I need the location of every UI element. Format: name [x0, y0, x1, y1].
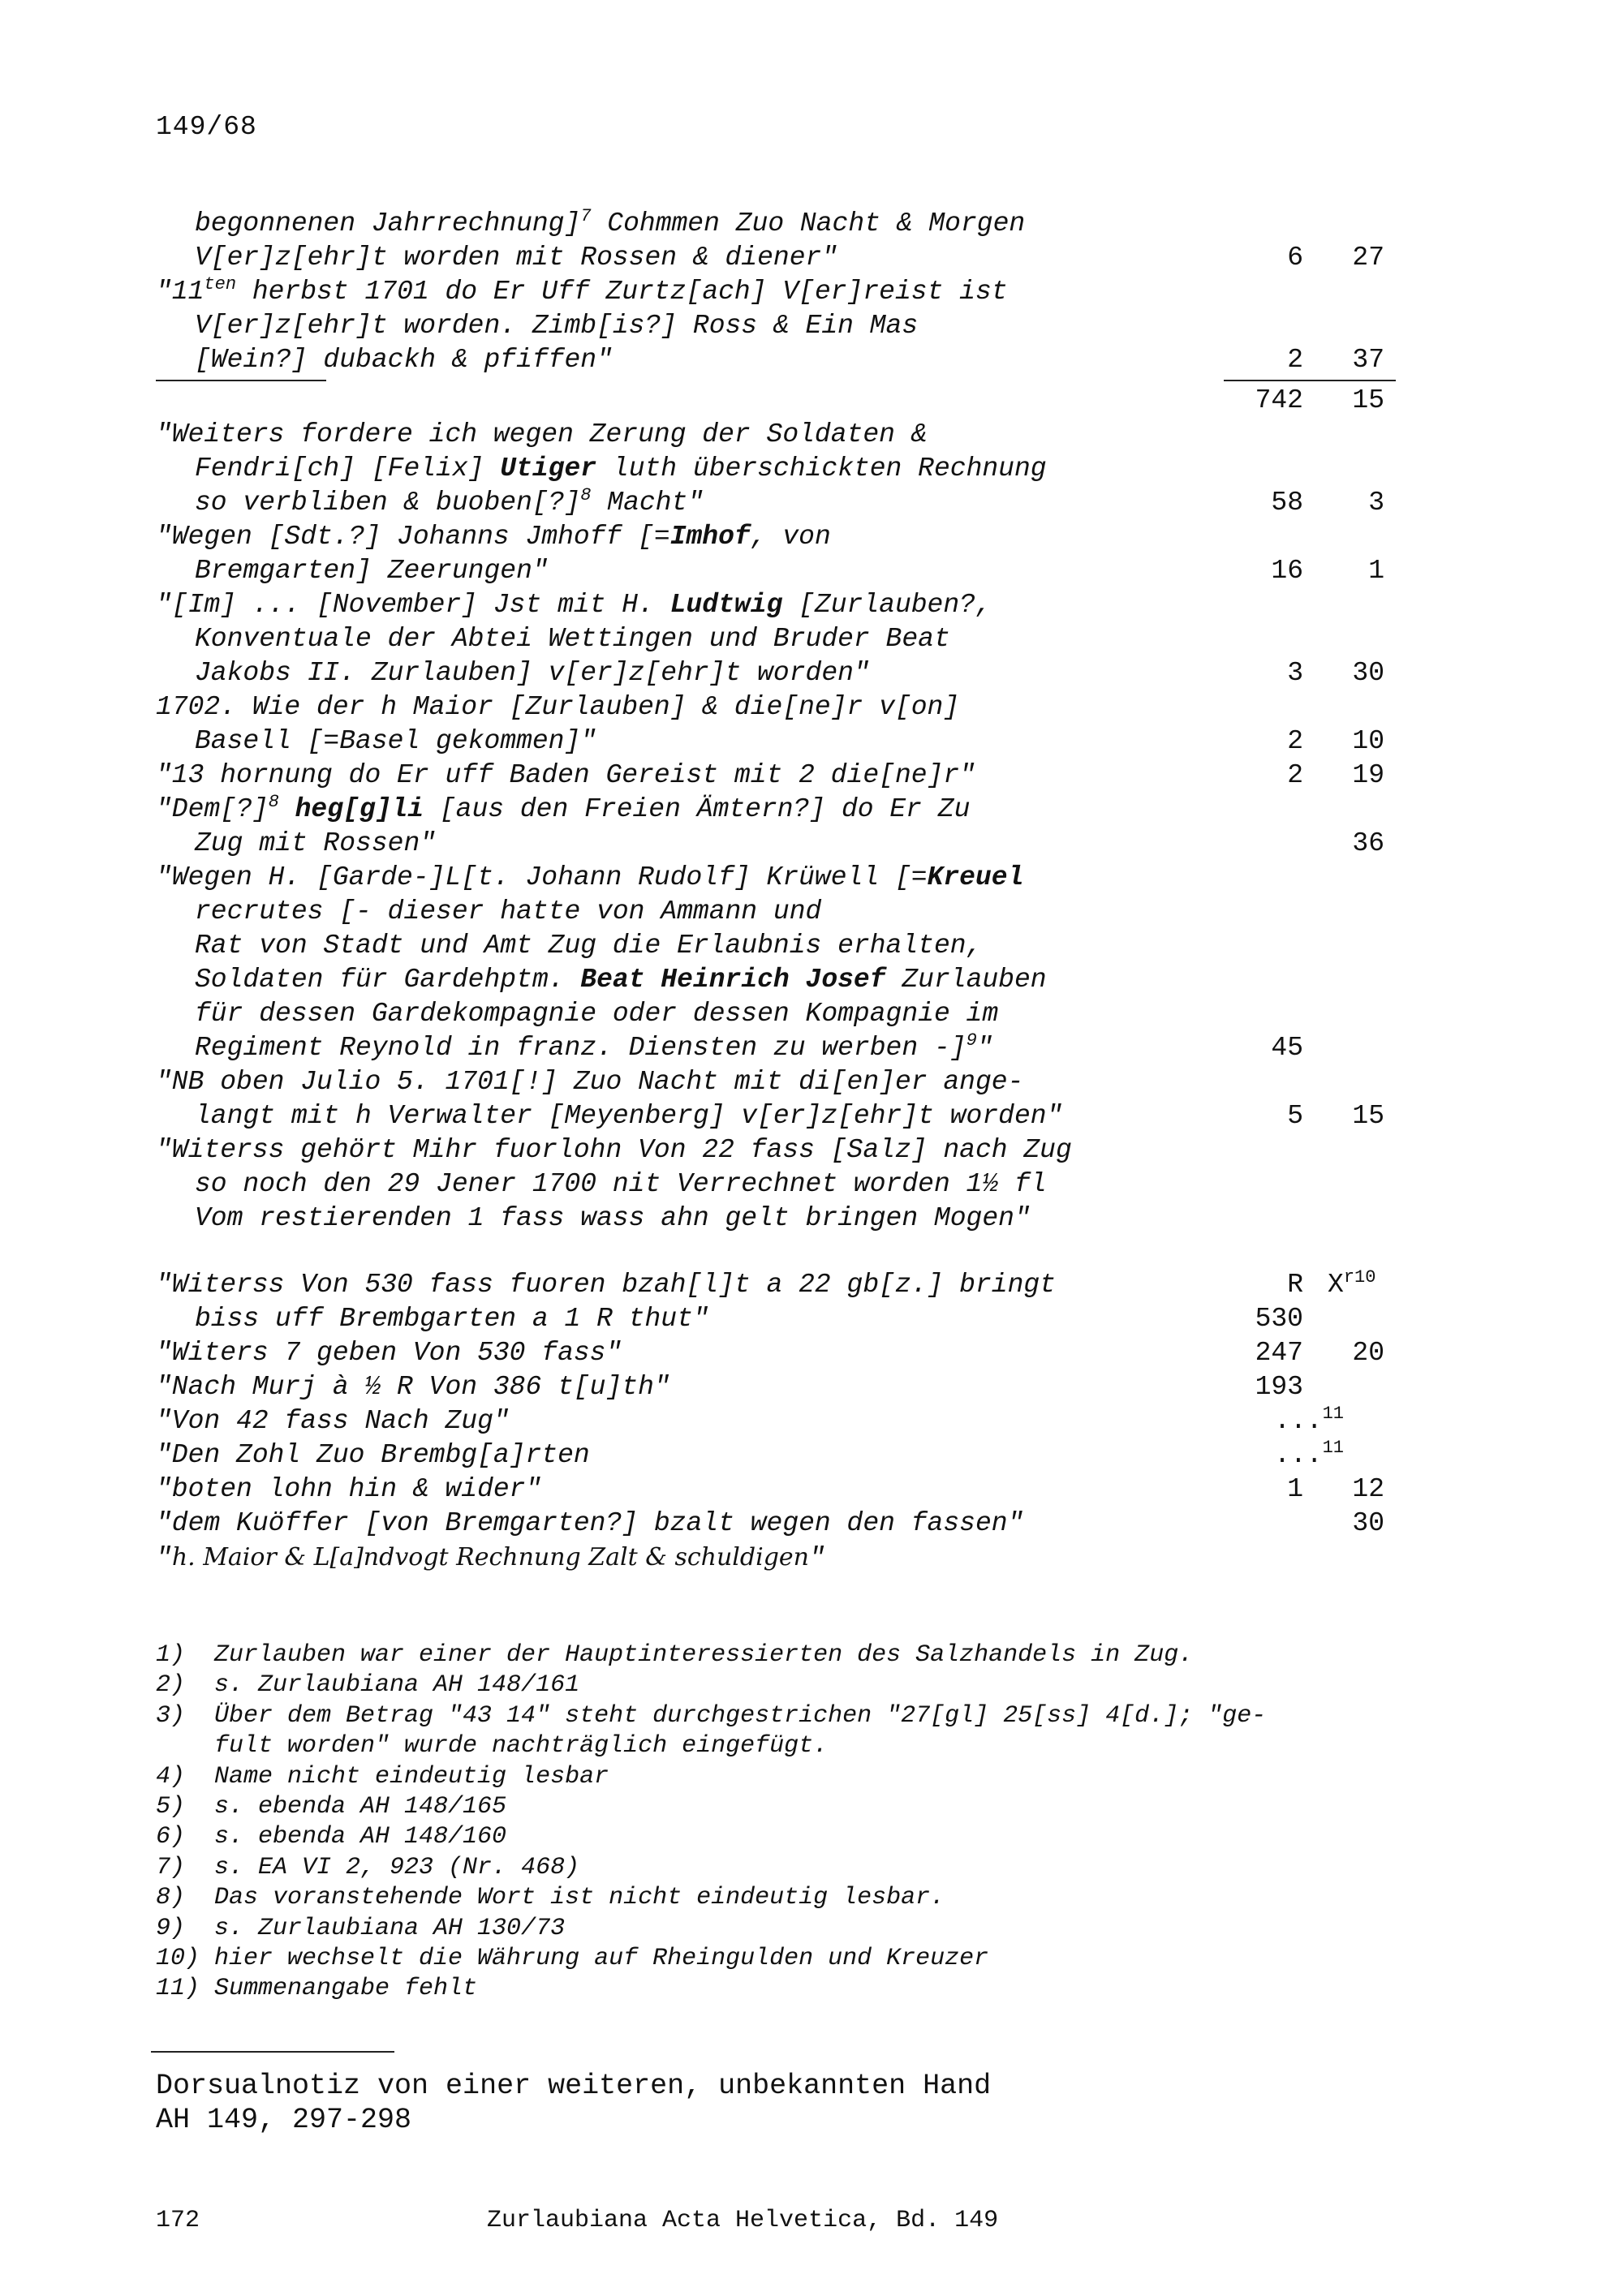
ledger-row	[0, 997, 1623, 1031]
amount-major	[1190, 1438, 1344, 1473]
footnote-marker: 8	[268, 792, 279, 812]
entry-text-part: "Dem[?]	[156, 794, 269, 824]
amount-major-value: ...	[1274, 1406, 1323, 1436]
amount-minor	[1303, 656, 1384, 690]
amount-minor	[1303, 759, 1384, 793]
footnote	[156, 1822, 506, 1852]
footnote	[156, 1670, 579, 1701]
footnote-number: 9)	[156, 1914, 186, 1942]
amount-minor-value: 10	[1352, 726, 1384, 756]
amount-minor	[1303, 486, 1384, 520]
ledger-row	[0, 1202, 1623, 1236]
footnote	[156, 1944, 988, 1974]
entry-text	[156, 1541, 825, 1576]
entry-text	[195, 1302, 709, 1336]
amount-major-value: 2	[1287, 345, 1303, 375]
amount-major-value: 2	[1287, 726, 1303, 756]
entry-text-part: Soldaten für Gardehptm.	[195, 965, 581, 995]
footnote	[156, 1701, 1266, 1731]
entry-text-part: "Witerss Von 530 fass fuoren bzah[l]t a 22 gb[z.] bringt	[156, 1270, 1056, 1300]
entry-text-part: Cohmmen Zuo Nacht & Morgen	[591, 209, 1026, 239]
amount-minor	[1303, 724, 1384, 759]
entry-text-part: 1702. Wie der h Maior [Zurlauben] & die[ne]r v[on]	[156, 692, 960, 722]
entry-text	[156, 520, 831, 554]
footnote-text: Zurlauben war einer der Hauptinteressierten des Salzhandels in Zug.	[214, 1641, 1194, 1669]
entry-text-part: "NB oben Julio 5. 1701[!] Zuo Nacht mit di[en]er ange-	[156, 1067, 1024, 1097]
ledger-row	[0, 656, 1623, 690]
entry-text	[195, 1099, 1062, 1133]
amount-minor-value: 12	[1352, 1474, 1384, 1504]
person-name: Imhof	[669, 522, 751, 552]
amount-minor	[1303, 241, 1384, 275]
amount-minor	[1303, 343, 1384, 377]
ledger-row	[0, 1133, 1623, 1167]
entry-text-part: "Weiters fordere ich wegen Zerung der Soldaten &	[156, 419, 928, 449]
entry-text-part: [Wein?] dubackh & pfiffen"	[195, 345, 613, 375]
entry-text-part: [Zurlauben?,	[782, 590, 992, 620]
entry-text-part: "13 hornung do Er uff Baden Gereist mit 2 die[ne]r"	[156, 760, 975, 790]
entry-text-part: Macht"	[591, 488, 704, 518]
ledger-row	[0, 452, 1623, 486]
entry-text	[156, 793, 970, 827]
amount-minor-value: 30	[1352, 1508, 1384, 1538]
amount-minor-value: 30	[1352, 658, 1384, 688]
ledger-row	[0, 1302, 1623, 1336]
entry-text-part: "boten lohn hin & wider"	[156, 1474, 542, 1504]
amount-major	[1190, 1370, 1303, 1404]
footnote-number: 11)	[156, 1975, 200, 2003]
entry-text-part: "	[808, 1543, 825, 1573]
person-name: Kreuel	[927, 862, 1024, 892]
person-name: Beat Heinrich Josef	[580, 965, 886, 995]
amount-minor-value: 1	[1368, 556, 1384, 586]
amount-major-value: 5	[1287, 1101, 1303, 1131]
ledger-row	[0, 309, 1623, 343]
entry-text-part: "Von 42 fass Nach Zug"	[156, 1406, 510, 1436]
amount-minor-value: 36	[1352, 828, 1384, 858]
amount-major	[1190, 486, 1303, 520]
entry-text	[195, 554, 549, 588]
footnote	[156, 1974, 477, 2004]
amount-minor-value: 3	[1368, 488, 1384, 518]
ledger-row	[0, 622, 1623, 656]
entry-text	[195, 656, 870, 690]
footnote	[156, 1853, 579, 1883]
page-reference: 149/68	[156, 112, 257, 142]
amount-major-value: 2	[1287, 760, 1303, 790]
footnote-text: Das voranstehende Wort ist nicht eindeutig lesbar.	[214, 1884, 945, 1912]
person-name: heg[g]li	[278, 794, 424, 824]
ledger-row	[0, 1404, 1623, 1438]
entry-text	[195, 895, 821, 929]
left-sum-rule	[156, 380, 326, 381]
currency-superscript: r10	[1343, 1267, 1376, 1288]
ledger-row	[0, 343, 1623, 377]
footnote	[156, 1914, 565, 1944]
footnote-separator	[151, 2051, 394, 2053]
entry-text-part: so verbliben & buoben[?]	[195, 488, 581, 518]
amount-minor	[1303, 827, 1384, 861]
entry-text-part: V[er]z[ehr]t worden. Zimb[is?] Ross & Ein Mas	[195, 311, 919, 341]
entry-text	[195, 1167, 1047, 1202]
entry-text-part: luth überschickten Rechnung	[596, 454, 1047, 484]
entry-text	[156, 690, 959, 724]
entry-text	[156, 1370, 670, 1404]
ledger-row	[0, 759, 1623, 793]
entry-text	[156, 861, 1023, 895]
amount-major	[1190, 554, 1303, 588]
amount-major	[1190, 1031, 1303, 1065]
entry-text	[156, 1133, 1072, 1167]
amount-major-value: 193	[1255, 1372, 1303, 1402]
entry-text-part: recrutes [- dieser hatte von Ammann und	[195, 896, 822, 927]
entry-text-part: "	[976, 1033, 993, 1063]
ledger-row	[0, 1336, 1623, 1370]
footnote-number: 7)	[156, 1853, 186, 1881]
entry-text	[195, 1202, 1031, 1236]
person-name: Ludtwig	[669, 590, 783, 620]
amount-minor	[1303, 1507, 1384, 1541]
amount-major-value: 58	[1271, 488, 1303, 518]
amount-minor	[1303, 554, 1384, 588]
entry-text	[156, 1268, 1056, 1302]
entry-text	[195, 929, 982, 963]
amount-major-value: ...	[1274, 1440, 1323, 1470]
entry-text	[195, 1031, 993, 1065]
footnote-text: s. Zurlaubiana AH 130/73	[214, 1914, 566, 1942]
amount-major-value: R	[1287, 1270, 1303, 1300]
amount-major	[1190, 1336, 1303, 1370]
footnote-number: 10)	[156, 1945, 200, 1972]
handwritten-text: h. Maior & L[a]ndvogt Rechnung Zalt & schuldigen	[171, 1543, 809, 1572]
entry-text-part: biss uff Brembgarten a 1 R thut"	[195, 1304, 709, 1334]
entry-text	[195, 827, 436, 861]
footnote	[156, 1640, 1193, 1670]
entry-text	[195, 622, 950, 656]
amount-major-value: 3	[1287, 658, 1303, 688]
footnote-text: Name nicht eindeutig lesbar	[214, 1762, 609, 1791]
amount-minor-value: 15	[1352, 385, 1384, 415]
entry-text-part: für dessen Gardekompagnie oder dessen Kompagnie im	[195, 999, 999, 1029]
amount-major	[1190, 1302, 1303, 1336]
ledger-row	[0, 1438, 1623, 1473]
amount-major	[1190, 724, 1303, 759]
amount-major	[1190, 1268, 1303, 1302]
amount-minor	[1303, 1473, 1384, 1507]
footnote-marker: 11	[1322, 1404, 1344, 1424]
ledger-row	[0, 793, 1623, 827]
footnote-text: Summenangabe fehlt	[214, 1975, 478, 2003]
ledger-row	[0, 1167, 1623, 1202]
amount-major-value: 247	[1255, 1338, 1303, 1368]
footnote-number: 8)	[156, 1884, 186, 1912]
ledger-row	[0, 207, 1623, 241]
amount-major	[1190, 656, 1303, 690]
ledger-row	[0, 827, 1623, 861]
entry-text	[195, 343, 613, 377]
amount-major	[1190, 1099, 1303, 1133]
entry-text-part: Zug mit Rossen"	[195, 828, 437, 858]
footnote-number: 3)	[156, 1701, 186, 1730]
amount-major	[1190, 384, 1303, 418]
footnote-number: 2)	[156, 1671, 186, 1700]
entry-text	[195, 724, 596, 759]
footnote-marker: 11	[1322, 1438, 1344, 1458]
footnote	[156, 1762, 609, 1792]
entry-text-part: begonnenen Jahrrechnung]	[195, 209, 581, 239]
ledger-row	[0, 861, 1623, 895]
amount-minor	[1303, 1099, 1384, 1133]
footnote-number: 1)	[156, 1641, 186, 1669]
entry-text-part: Jakobs II. Zurlauben] v[er]z[ehr]t worden"	[195, 658, 870, 688]
ledger-row	[0, 588, 1623, 622]
amount-major	[1190, 1404, 1344, 1438]
entry-text-part: "Nach Murj à ½ R Von 386 t[u]th"	[156, 1372, 670, 1402]
ledger-row	[0, 1099, 1623, 1133]
publication-title: Zurlaubiana Acta Helvetica, Bd. 149	[487, 2207, 999, 2234]
ledger-row	[0, 241, 1623, 275]
dorsal-note: Dorsualnotiz von einer weiteren, unbekannten Hand	[156, 2070, 992, 2102]
entry-text-part: "11	[156, 277, 204, 307]
amount-major	[1190, 241, 1303, 275]
entry-text-part: "Wegen [Sdt.?] Johanns Jmhoff [=	[156, 522, 670, 552]
ledger-row	[0, 690, 1623, 724]
amount-major-value: 45	[1271, 1033, 1303, 1063]
footnote-marker: 7	[580, 206, 592, 226]
footnote-text: s. ebenda AH 148/165	[214, 1793, 507, 1821]
amount-minor-value: 27	[1352, 243, 1384, 273]
footnote-text: s. EA VI 2, 923 (Nr. 468)	[214, 1853, 580, 1881]
entry-text	[195, 486, 704, 520]
entry-text-part: Bremgarten] Zeerungen"	[195, 556, 549, 586]
footnote-marker: ten	[204, 274, 237, 295]
entry-text-part: Basell [=Basel gekommen]"	[195, 726, 597, 756]
amount-major-value: 1	[1287, 1474, 1303, 1504]
ledger-row	[0, 1370, 1623, 1404]
amount-major	[1190, 343, 1303, 377]
right-sum-rule	[1224, 380, 1396, 381]
entry-text-part: Konventuale der Abtei Wettingen und Bruder Beat	[195, 624, 950, 654]
ledger-row	[0, 1031, 1623, 1065]
amount-major-value: 6	[1287, 243, 1303, 273]
amount-major-value: 742	[1255, 385, 1303, 415]
ledger-row	[0, 929, 1623, 963]
footnote	[156, 1792, 506, 1822]
entry-text	[195, 963, 1047, 997]
entry-text-part: langt mit h Verwalter [Meyenberg] v[er]z[ehr]t worden"	[195, 1101, 1063, 1131]
entry-text	[195, 309, 918, 343]
footnote-marker: 9	[966, 1030, 977, 1051]
ledger-row	[0, 520, 1623, 554]
entry-text-part: Zurlauben	[885, 965, 1047, 995]
entry-text	[156, 588, 992, 622]
footnote-text: fult worden" wurde nachträglich eingefügt.	[214, 1732, 829, 1761]
amount-minor-value: X	[1328, 1270, 1344, 1300]
entry-text	[156, 1336, 622, 1370]
entry-text-part: Vom restierenden 1 fass wass ahn gelt bringen Mogen"	[195, 1203, 1031, 1233]
amount-major-value: 16	[1271, 556, 1303, 586]
amount-minor-value: 20	[1352, 1338, 1384, 1368]
footnote-text: hier wechselt die Währung auf Rheingulden und Kreuzer	[214, 1945, 989, 1972]
page-number: 172	[156, 2207, 200, 2234]
entry-text	[156, 1507, 1023, 1541]
entry-text-part: Rat von Stadt und Amt Zug die Erlaubnis erhalten,	[195, 931, 983, 961]
footnote-number: 4)	[156, 1762, 186, 1791]
amount-minor	[1303, 384, 1384, 418]
ledger-row	[0, 1473, 1623, 1507]
ledger-row	[0, 486, 1623, 520]
amount-minor-value: 37	[1352, 345, 1384, 375]
amount-minor	[1328, 1268, 1441, 1302]
person-name: Utiger	[500, 454, 597, 484]
footnote-number: 5)	[156, 1793, 186, 1821]
entry-text	[156, 1473, 541, 1507]
entry-text	[156, 275, 1008, 309]
entry-text-part: so noch den 29 Jener 1700 nit Verrechnet worden 1½ fl	[195, 1169, 1047, 1199]
entry-text-part: herbst 1701 do Er Uff Zurtz[ach] V[er]reist ist	[236, 277, 1008, 307]
amount-major-value: 530	[1255, 1304, 1303, 1334]
amount-major	[1190, 759, 1303, 793]
footnote-marker: 8	[580, 485, 592, 505]
footnote-text: Über dem Betrag "43 14" steht durchgestrichen "27[gl] 25[ss] 4[d.]; "ge-	[214, 1701, 1267, 1730]
entry-text-part: "Witerss gehört Mihr fuorlohn Von 22 fass [Salz] nach Zug	[156, 1135, 1072, 1165]
footnote	[156, 1731, 828, 1761]
ledger-row	[0, 1541, 1623, 1575]
ledger-row	[0, 1065, 1623, 1099]
ledger-row	[0, 384, 1623, 418]
footnote-number: 6)	[156, 1823, 186, 1851]
entry-text-part: "Den Zohl Zuo Brembg[a]rten	[156, 1440, 590, 1470]
entry-text	[195, 997, 998, 1031]
ledger-row	[0, 1268, 1623, 1302]
amount-minor-value: 15	[1352, 1101, 1384, 1131]
entry-text-part: "Witers 7 geben Von 530 fass"	[156, 1338, 622, 1368]
entry-text-part: "[Im] ... [November] Jst mit H.	[156, 590, 670, 620]
ledger-row	[0, 1507, 1623, 1541]
entry-text-part: , von	[750, 522, 831, 552]
amount-minor	[1303, 1336, 1384, 1370]
entry-text-part: "dem Kuöffer [von Bremgarten?] bzalt wegen den fassen"	[156, 1508, 1024, 1538]
entry-text-part: [aus den Freien Ämtern?] do Er Zu	[424, 794, 971, 824]
ledger-row	[0, 554, 1623, 588]
entry-text	[156, 418, 928, 452]
ledger-row	[0, 963, 1623, 997]
entry-text	[156, 1065, 1023, 1099]
amount-major	[1190, 1473, 1303, 1507]
entry-text-part: "Wegen H. [Garde-]L[t. Johann Rudolf] Krüwell [=	[156, 862, 928, 892]
entry-text	[195, 241, 837, 275]
entry-text-part: V[er]z[ehr]t worden mit Rossen & diener"	[195, 243, 838, 273]
footnote-text: s. Zurlaubiana AH 148/161	[214, 1671, 580, 1700]
archive-reference: AH 149, 297-298	[156, 2104, 412, 2136]
entry-text	[156, 759, 975, 793]
entry-text	[195, 452, 1047, 486]
entry-text	[156, 1438, 590, 1473]
ledger-row	[0, 418, 1623, 452]
entry-text-part: Fendri[ch] [Felix]	[195, 454, 501, 484]
entry-text	[195, 207, 1025, 241]
ledger-row	[0, 895, 1623, 929]
ledger-row	[0, 724, 1623, 759]
amount-minor-value: 19	[1352, 760, 1384, 790]
footnote	[156, 1883, 945, 1913]
ledger-row	[0, 275, 1623, 309]
entry-text	[156, 1404, 510, 1438]
entry-text-part: "	[156, 1543, 172, 1573]
entry-text-part: Regiment Reynold in franz. Diensten zu werben -]	[195, 1033, 966, 1063]
footnote-text: s. ebenda AH 148/160	[214, 1823, 507, 1851]
